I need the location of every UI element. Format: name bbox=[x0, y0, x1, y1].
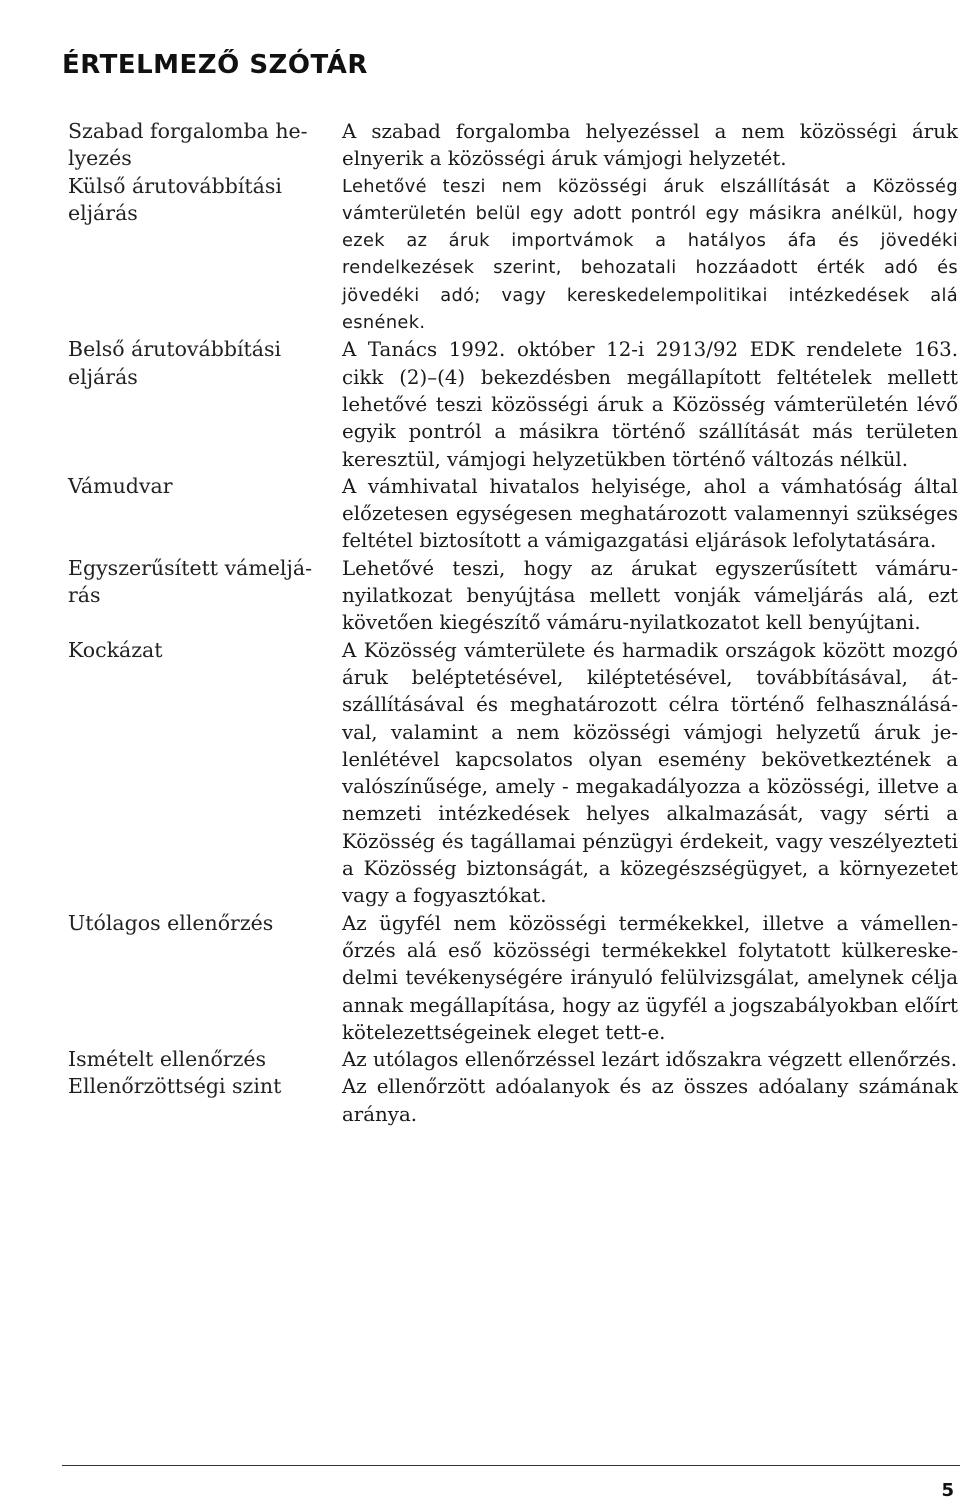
glossary-term: Vámudvar bbox=[68, 473, 173, 498]
glossary-definition: Az ellenőrzött adóalanyok és az összes adóalany számának aránya. bbox=[342, 1075, 958, 1126]
footer-divider bbox=[62, 1465, 960, 1466]
glossary-definition: Az ügyfél nem közösségi termékekkel, illetve a vámellenőrzés alá eső közösségi termékekkel folytatott külkereskedelmi tevékenységére irányuló felülvizsgálat, amelynek célja annak megállapítása, hogy az ügyfél a jogszabályokban előírt kötelezettségeinek eleget tett-e. bbox=[342, 911, 958, 1044]
glossary-term: Külső árutovábbítási eljárás bbox=[68, 173, 282, 225]
glossary-entry-egyszerusitett-vameljaras bbox=[68, 555, 958, 637]
glossary-definition: A szabad forgalomba helyezéssel a nem közösségi áruk elnyerik a közösségi áruk vámjogi helyzetét. bbox=[342, 120, 958, 171]
glossary-term: Utólagos ellenőrzés bbox=[68, 910, 274, 935]
glossary-term: Ellenőrzöttségi szint bbox=[68, 1074, 282, 1099]
glossary-definition: Lehetővé teszi, hogy az árukat egyszerűsített vámárunyilatkozat benyújtása mellett vonják vámeljárás alá, ezt követően kiegészítő vámáru-nyilatkozatot kell benyújtani. bbox=[342, 556, 958, 635]
glossary-definition: Lehetővé teszi nem közösségi áruk elszállítását a Közösség vámterületén belül egy adott pontról egy másikra anélkül, hogy ezek az áruk importvámok a hatályos áfa és jövedéki rendelkezések szerint, behozatali hozzáadott érték adó és jövedéki adó; vagy kereskedelempolitikai intézkedések alá esnének. bbox=[342, 175, 958, 334]
glossary-definition: A vámhivatal hivatalos helyisége, ahol a vámhatóság által előzetesen egységesen meghatározott valamennyi szükséges feltétel biztosított a vámigazgatási eljárások lefolytatására. bbox=[342, 474, 958, 553]
glossary-definition: A Közösség vámterülete és harmadik országok között mozgó áruk beléptetésével, kiléptetésével, továbbításával, átszállításával és meghatározott célra történő felhasználásával, valamint a nem közösségi vámjogi helyzetű áruk jelenlétével kapcsolatos olyan esemény bekövetkeztének a valószínűsége, amely - megakadályozza a közösségi, illetve a nemzeti intézkedések helyes alkalmazását, vagy sérti a Közösség és tagállamai pénzügyi érdekeit, vagy veszélyezteti a Közösség biztonságát, a közegészségügyet, a környezetet vagy a fogyasztókat. bbox=[342, 638, 958, 908]
glossary-term: Egyszerűsített vámeljárás bbox=[68, 555, 313, 608]
glossary-term: Belső árutovábbítási eljárás bbox=[68, 337, 282, 389]
glossary-definition: Az utólagos ellenőrzéssel lezárt időszakra végzett ellenőrzés. bbox=[342, 1048, 957, 1072]
glossary-term: Szabad forgalomba helyezés bbox=[68, 119, 308, 171]
glossary-list bbox=[68, 118, 958, 1128]
page-number: 5 bbox=[941, 1480, 954, 1501]
glossary-term: Ismételt ellenőrzés bbox=[68, 1047, 267, 1072]
glossary-entry-szabad-forgalomba-helyezes bbox=[68, 118, 958, 173]
glossary-entry-ismetelt-ellenorzes bbox=[68, 1046, 958, 1073]
glossary-entry-kockazat bbox=[68, 637, 958, 910]
glossary-entry-belso-arutovabbitasi-eljaras bbox=[68, 336, 958, 472]
glossary-entry-utolagos-ellenorzes bbox=[68, 910, 958, 1046]
glossary-entry-kulso-arutovabbitasi-eljaras bbox=[68, 173, 958, 337]
glossary-entry-ellenorzottsegi-szint bbox=[68, 1073, 958, 1128]
page-title: ÉRTELMEZŐ SZÓTÁR bbox=[62, 50, 368, 80]
glossary-entry-vamudvar bbox=[68, 473, 958, 555]
glossary-definition: A Tanács 1992. október 12-i 2913/92 EDK rendelete 163. cikk (2)–(4) bekezdésben megállapított feltételek mellett lehetővé teszi közösségi áruk a Közösség vámterületén lévő egyik pontról a másikra történő szállítását más területen keresztül, vámjogi helyzetükben történő változás nélkül. bbox=[342, 338, 958, 471]
glossary-term: Kockázat bbox=[68, 637, 163, 662]
